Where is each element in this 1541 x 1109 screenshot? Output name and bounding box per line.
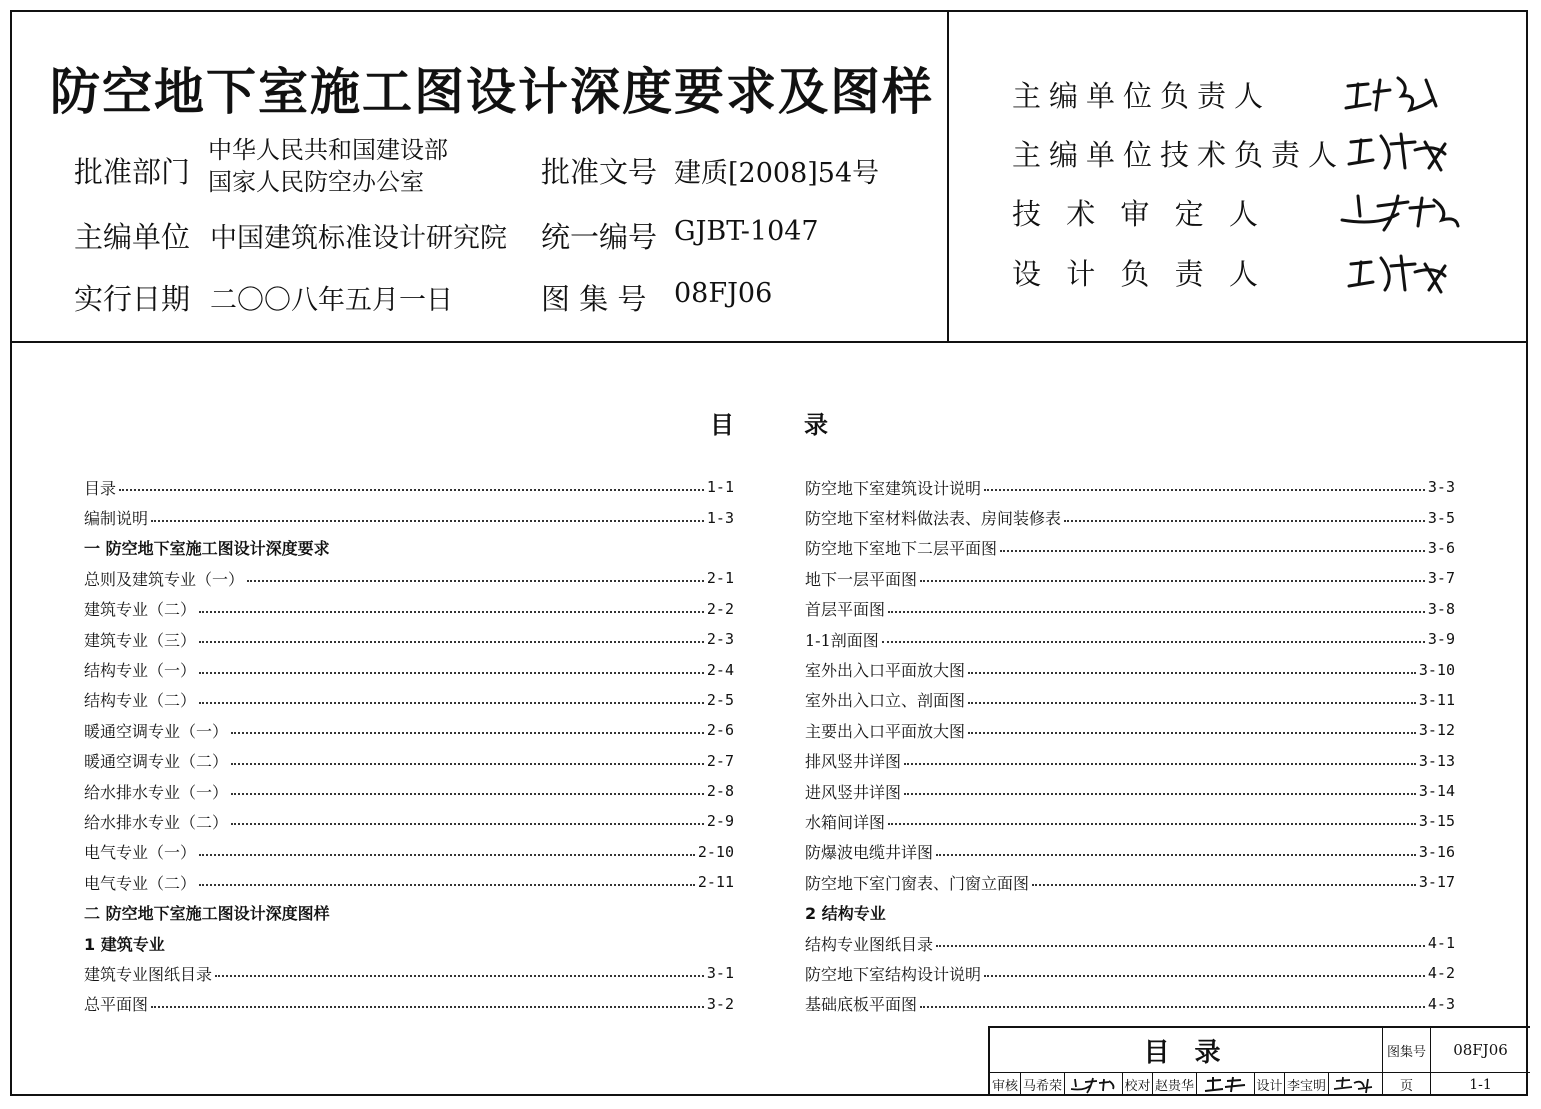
toc-entry-title: 二 防空地下室施工图设计深度图样 bbox=[84, 904, 330, 924]
toc-leader-dots bbox=[199, 641, 704, 643]
toc-title: 目录 bbox=[710, 411, 898, 439]
toc-leader-dots bbox=[247, 580, 704, 582]
review-name: 马希荣 bbox=[1020, 1072, 1064, 1096]
toc-leader-dots bbox=[936, 854, 1416, 856]
toc-page-number: 4-1 bbox=[1427, 934, 1455, 953]
design-name: 李宝明 bbox=[1284, 1072, 1328, 1096]
toc-entry bbox=[805, 746, 1455, 776]
toc-entry-title: 地下一层平面图 bbox=[805, 569, 918, 589]
toc-page-number: 3-13 bbox=[1418, 751, 1455, 770]
toc-leader-dots bbox=[984, 489, 1425, 491]
editor-unit-label: 主编单位 bbox=[74, 220, 191, 254]
toc-leader-dots bbox=[968, 732, 1416, 734]
toc-entry-title: 给水排水专业（一） bbox=[84, 782, 229, 802]
toc-page-number: 3-8 bbox=[1427, 599, 1455, 618]
toc-page-number: 2-5 bbox=[706, 690, 734, 709]
toc-entry bbox=[84, 472, 734, 502]
toc-entry-title: 室外出入口立、剖面图 bbox=[805, 691, 966, 711]
toc-entry bbox=[84, 776, 734, 806]
toc-page-number: 3-14 bbox=[1418, 782, 1455, 801]
approval-dept-line-2: 国家人民防空办公室 bbox=[208, 168, 424, 196]
toc-entry-title: 结构专业（二） bbox=[84, 691, 197, 711]
toc-leader-dots bbox=[920, 1006, 1425, 1008]
toc-page-number: 2-9 bbox=[706, 812, 734, 831]
toc-page-number: 2-1 bbox=[706, 569, 734, 588]
toc-entry-title: 防空地下室材料做法表、房间装修表 bbox=[805, 509, 1062, 529]
toc-leader-dots bbox=[1032, 884, 1416, 886]
toc-page-number: 3-12 bbox=[1418, 721, 1455, 740]
toc-leader-dots bbox=[119, 489, 704, 491]
atlas-number-value: 08FJ06 bbox=[674, 278, 773, 309]
effective-date-value: 二〇〇八年五月一日 bbox=[210, 285, 453, 316]
toc-right-column bbox=[805, 472, 1455, 1019]
toc-entry-title: 防空地下室结构设计说明 bbox=[805, 964, 982, 984]
header-vertical-divider bbox=[947, 10, 949, 343]
design-label: 设计 bbox=[1254, 1072, 1284, 1096]
toc-leader-dots bbox=[920, 580, 1425, 582]
check-signature bbox=[1196, 1072, 1254, 1096]
toc-page-number: 3-9 bbox=[1427, 630, 1455, 649]
toc-section-heading bbox=[84, 897, 734, 927]
toc-entry bbox=[84, 502, 734, 532]
toc-leader-dots bbox=[199, 672, 704, 674]
toc-section-heading bbox=[805, 897, 1455, 927]
toc-entry-title: 目录 bbox=[84, 478, 117, 498]
toc-leader-dots bbox=[199, 611, 704, 613]
toc-entry bbox=[84, 563, 734, 593]
toc-leader-dots bbox=[151, 520, 704, 522]
toc-page-number: 3-7 bbox=[1427, 569, 1455, 588]
toc-entry-title: 一 防空地下室施工图设计深度要求 bbox=[84, 539, 330, 559]
signature-2 bbox=[1345, 124, 1475, 174]
toc-entry-title: 暖通空调专业（一） bbox=[84, 721, 229, 741]
toc-entry bbox=[805, 989, 1455, 1019]
toc-entry-title: 给水排水专业（二） bbox=[84, 812, 229, 832]
title-block-name: 目 录 bbox=[1143, 1037, 1229, 1068]
toc-entry-title: 水箱间详图 bbox=[805, 812, 886, 832]
effective-date-label: 实行日期 bbox=[74, 282, 191, 316]
review-label: 审核 bbox=[990, 1072, 1020, 1096]
toc-leader-dots bbox=[968, 702, 1416, 704]
toc-entry bbox=[84, 989, 734, 1019]
atlas-title: 防空地下室施工图设计深度要求及图样 bbox=[50, 63, 934, 121]
toc-entry bbox=[84, 654, 734, 684]
toc-page-number: 2-4 bbox=[706, 660, 734, 679]
toc-page-number: 2-7 bbox=[706, 751, 734, 770]
toc-page-number: 3-16 bbox=[1418, 842, 1455, 861]
signature-1 bbox=[1340, 66, 1470, 116]
approval-doc-label: 批准文号 bbox=[541, 155, 658, 189]
toc-leader-dots bbox=[888, 611, 1425, 613]
toc-entry bbox=[84, 867, 734, 897]
toc-leader-dots bbox=[231, 763, 704, 765]
page-value: 1-1 bbox=[1430, 1072, 1530, 1096]
toc-leader-dots bbox=[199, 702, 704, 704]
atlas-number-label: 图 集 号 bbox=[541, 282, 647, 316]
toc-page-number: 1-3 bbox=[706, 508, 734, 527]
toc-entry bbox=[805, 928, 1455, 958]
toc-entry bbox=[805, 958, 1455, 988]
toc-entry bbox=[805, 776, 1455, 806]
toc-page-number: 2-3 bbox=[706, 630, 734, 649]
title-block-atlas-value: 08FJ06 bbox=[1430, 1028, 1530, 1072]
unified-code-label: 统一编号 bbox=[541, 220, 658, 254]
toc-entry bbox=[84, 594, 734, 624]
toc-leader-dots bbox=[904, 793, 1416, 795]
title-block-atlas-label: 图集号 bbox=[1382, 1028, 1430, 1072]
toc-page-number: 3-2 bbox=[706, 994, 734, 1013]
design-signature bbox=[1328, 1072, 1382, 1096]
toc-leader-dots bbox=[984, 975, 1425, 977]
toc-entry-title: 总平面图 bbox=[84, 995, 149, 1015]
toc-leader-dots bbox=[215, 975, 704, 977]
toc-entry-title: 结构专业（一） bbox=[84, 661, 197, 681]
toc-entry-title: 1 建筑专业 bbox=[84, 934, 165, 954]
toc-entry bbox=[84, 746, 734, 776]
toc-entry-title: 建筑专业（二） bbox=[84, 600, 197, 620]
toc-page-number: 3-1 bbox=[706, 964, 734, 983]
toc-entry bbox=[84, 837, 734, 867]
toc-entry-title: 2 结构专业 bbox=[805, 904, 886, 924]
toc-entry bbox=[805, 715, 1455, 745]
toc-page-number: 2-11 bbox=[697, 873, 734, 892]
toc-leader-dots bbox=[888, 823, 1416, 825]
title-block bbox=[988, 1026, 1530, 1096]
toc-entry bbox=[805, 867, 1455, 897]
toc-entry-title: 基础底板平面图 bbox=[805, 995, 918, 1015]
approval-dept-label: 批准部门 bbox=[74, 155, 191, 189]
toc-left-column bbox=[84, 472, 734, 1019]
toc-entry-title: 暖通空调专业（二） bbox=[84, 752, 229, 772]
toc-leader-dots bbox=[882, 641, 1425, 643]
toc-page-number: 4-2 bbox=[1427, 964, 1455, 983]
toc-page-number: 3-17 bbox=[1418, 873, 1455, 892]
toc-leader-dots bbox=[904, 763, 1416, 765]
toc-entry bbox=[84, 685, 734, 715]
toc-page-number: 1-1 bbox=[706, 478, 734, 497]
toc-entry bbox=[805, 472, 1455, 502]
toc-entry-title: 排风竖井详图 bbox=[805, 752, 902, 772]
responsible-role-3: 技 术 审 定 人 bbox=[1012, 197, 1266, 231]
toc-entry-title: 防爆波电缆井详图 bbox=[805, 843, 934, 863]
toc-entry bbox=[805, 502, 1455, 532]
toc-leader-dots bbox=[199, 884, 695, 886]
toc-entry bbox=[805, 806, 1455, 836]
toc-entry-title: 首层平面图 bbox=[805, 600, 886, 620]
unified-code-value: GJBT-1047 bbox=[674, 216, 819, 247]
toc-page-number: 3-15 bbox=[1418, 812, 1455, 831]
toc-entry bbox=[805, 837, 1455, 867]
toc-section-heading bbox=[84, 928, 734, 958]
check-label: 校对 bbox=[1122, 1072, 1152, 1096]
toc-entry-title: 编制说明 bbox=[84, 509, 149, 529]
toc-entry bbox=[805, 533, 1455, 563]
toc-entry bbox=[84, 624, 734, 654]
toc-entry-title: 防空地下室建筑设计说明 bbox=[805, 478, 982, 498]
toc-leader-dots bbox=[231, 823, 704, 825]
toc-entry-title: 电气专业（一） bbox=[84, 843, 197, 863]
signature-4 bbox=[1345, 246, 1475, 296]
toc-entry bbox=[805, 563, 1455, 593]
toc-page-number: 4-3 bbox=[1427, 994, 1455, 1013]
toc-entry bbox=[84, 806, 734, 836]
toc-leader-dots bbox=[231, 793, 704, 795]
toc-entry-title: 进风竖井详图 bbox=[805, 782, 902, 802]
toc-page-number: 3-11 bbox=[1418, 690, 1455, 709]
toc-leader-dots bbox=[1064, 520, 1425, 522]
toc-entry-title: 总则及建筑专业（一） bbox=[84, 569, 245, 589]
toc-leader-dots bbox=[968, 672, 1416, 674]
signature-3 bbox=[1338, 186, 1468, 236]
responsible-role-2: 主编单位技术负责人 bbox=[1012, 138, 1346, 172]
toc-entry-title: 主要出入口平面放大图 bbox=[805, 721, 966, 741]
toc-entry-title: 防空地下室地下二层平面图 bbox=[805, 539, 998, 559]
toc-leader-dots bbox=[1000, 550, 1425, 552]
toc-page-number: 2-2 bbox=[706, 599, 734, 618]
toc-page-number: 3-6 bbox=[1427, 538, 1455, 557]
toc-leader-dots bbox=[199, 854, 695, 856]
check-name: 赵贵华 bbox=[1152, 1072, 1196, 1096]
toc-entry bbox=[84, 958, 734, 988]
responsible-role-1: 主编单位负责人 bbox=[1012, 79, 1272, 113]
toc-page-number: 3-3 bbox=[1427, 478, 1455, 497]
toc-leader-dots bbox=[936, 945, 1425, 947]
approval-doc-value: 建质[2008]54号 bbox=[674, 158, 880, 189]
approval-dept-line-1: 中华人民共和国建设部 bbox=[208, 136, 448, 164]
toc-entry-title: 建筑专业（三） bbox=[84, 630, 197, 650]
toc-page-number: 3-10 bbox=[1418, 660, 1455, 679]
toc-entry-title: 电气专业（二） bbox=[84, 873, 197, 893]
header-divider bbox=[10, 341, 1528, 343]
toc-entry bbox=[805, 654, 1455, 684]
toc-entry-title: 室外出入口平面放大图 bbox=[805, 661, 966, 681]
toc-page-number: 3-5 bbox=[1427, 508, 1455, 527]
editor-unit-value: 中国建筑标准设计研究院 bbox=[210, 223, 507, 254]
toc-entry bbox=[805, 594, 1455, 624]
toc-page-number: 2-8 bbox=[706, 782, 734, 801]
review-signature bbox=[1064, 1072, 1122, 1096]
toc-entry-title: 结构专业图纸目录 bbox=[805, 934, 934, 954]
page-label: 页 bbox=[1382, 1072, 1430, 1096]
toc-entry-title: 防空地下室门窗表、门窗立面图 bbox=[805, 873, 1030, 893]
toc-entry bbox=[84, 715, 734, 745]
toc-page-number: 2-6 bbox=[706, 721, 734, 740]
toc-section-heading bbox=[84, 533, 734, 563]
toc-entry-title: 1-1剖面图 bbox=[805, 630, 879, 650]
toc-entry bbox=[805, 685, 1455, 715]
toc-entry bbox=[805, 624, 1455, 654]
toc-leader-dots bbox=[151, 1006, 704, 1008]
toc-page-number: 2-10 bbox=[697, 842, 734, 861]
responsible-role-4: 设 计 负 责 人 bbox=[1012, 257, 1266, 291]
toc-entry-title: 建筑专业图纸目录 bbox=[84, 964, 213, 984]
toc-leader-dots bbox=[231, 732, 704, 734]
